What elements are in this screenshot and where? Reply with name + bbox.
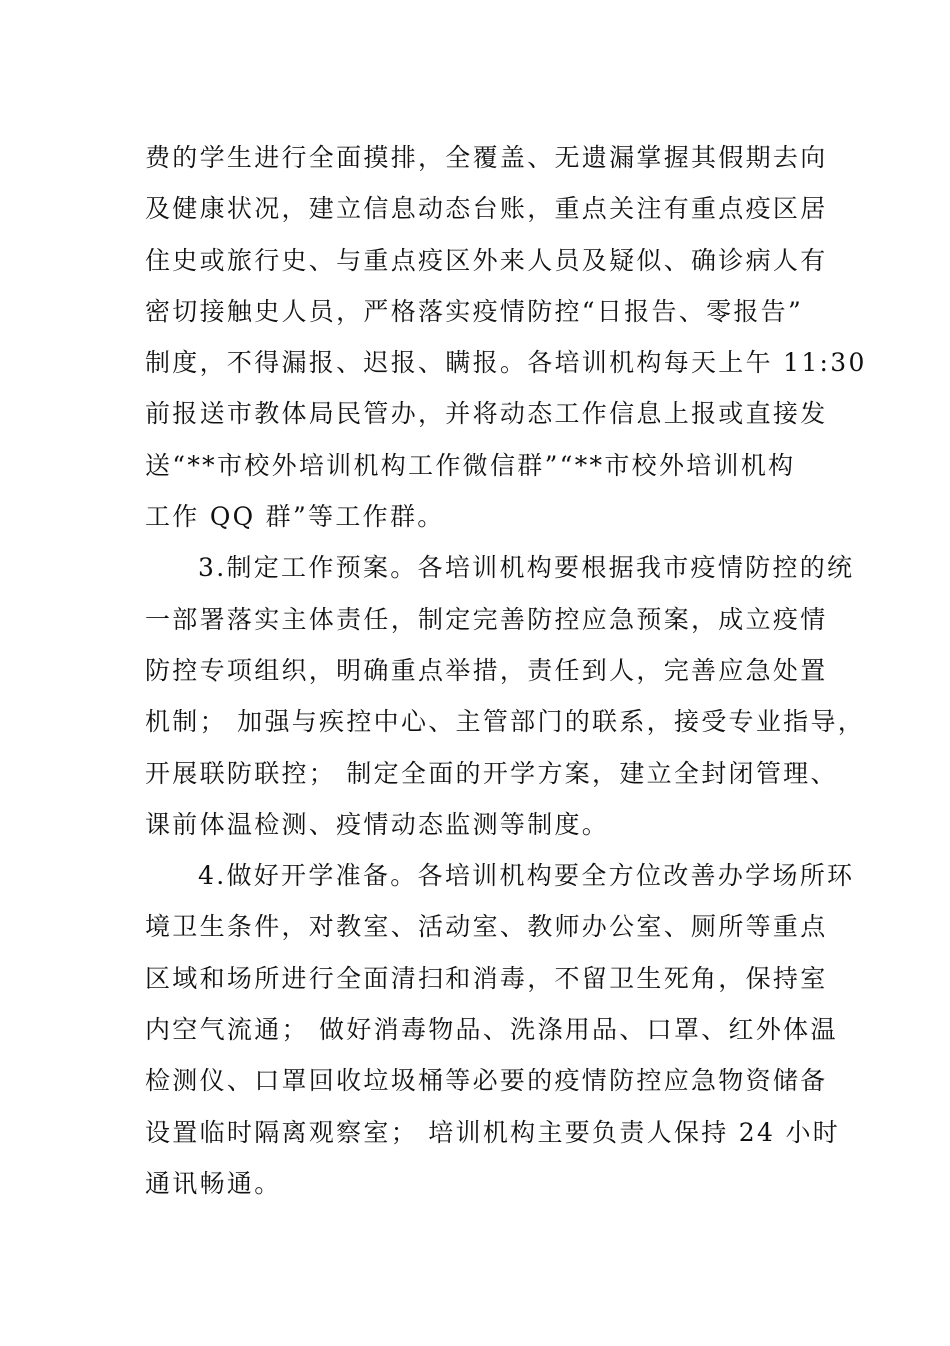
text-line: 通讯畅通。 [145,1168,282,1198]
text-line: 设置临时隔离观察室； 培训机构主要负责人保持 24 小时 [145,1117,841,1147]
text-line: 机制； 加强与疾控中心、主管部门的联系，接受专业指导， [145,707,866,737]
text-line-first: 4.做好开学准备。各培训机构要全方位改善办学场所环 [198,861,855,891]
document-body [145,132,867,1209]
text-line: 开展联防联控； 制定全面的开学方案，建立全封闭管理、 [145,758,838,788]
text-line: 送“**市校外培训机构工作微信群”“**市校外培训机构 [145,450,796,480]
text-line: 制度，不得漏报、迟报、瞒报。各培训机构每天上午 11:30 [145,348,867,378]
text-line: 费的学生进行全面摸排，全覆盖、无遗漏掌握其假期去向 [145,143,828,172]
text-line: 密切接触史人员，严格落实疫情防控“日报告、零报告” [145,296,804,326]
text-line: 防控专项组织，明确重点举措，责任到人，完善应急处置 [145,655,828,685]
text-line: 一部署落实主体责任，制定完善防控应急预案，成立疫情 [145,604,828,634]
text-line: 检测仪、口罩回收垃圾桶等必要的疫情防控应急物资储备 [145,1066,828,1096]
text-line: 工作 QQ 群”等工作群。 [145,502,445,532]
text-line: 前报送市教体局民管办，并将动态工作信息上报或直接发 [145,399,828,429]
paragraph-item-3 [145,542,866,850]
text-line: 区域和场所进行全面清扫和消毒，不留卫生死角，保持室 [145,963,828,993]
text-line-first: 3.制定工作预案。各培训机构要根据我市疫情防控的统 [198,553,855,583]
text-line: 境卫生条件，对教室、活动室、教师办公室、厕所等重点 [145,912,828,942]
paragraph-continued [145,132,867,542]
text-line: 内空气流通； 做好消毒物品、洗涤用品、口罩、红外体温 [145,1015,838,1045]
text-line: 及健康状况，建立信息动态台账，重点关注有重点疫区居 [145,194,828,224]
paragraph-item-4 [145,850,855,1209]
text-line: 课前体温检测、疫情动态监测等制度。 [145,809,610,839]
text-line: 住史或旅行史、与重点疫区外来人员及疑似、确诊病人有 [145,245,828,275]
